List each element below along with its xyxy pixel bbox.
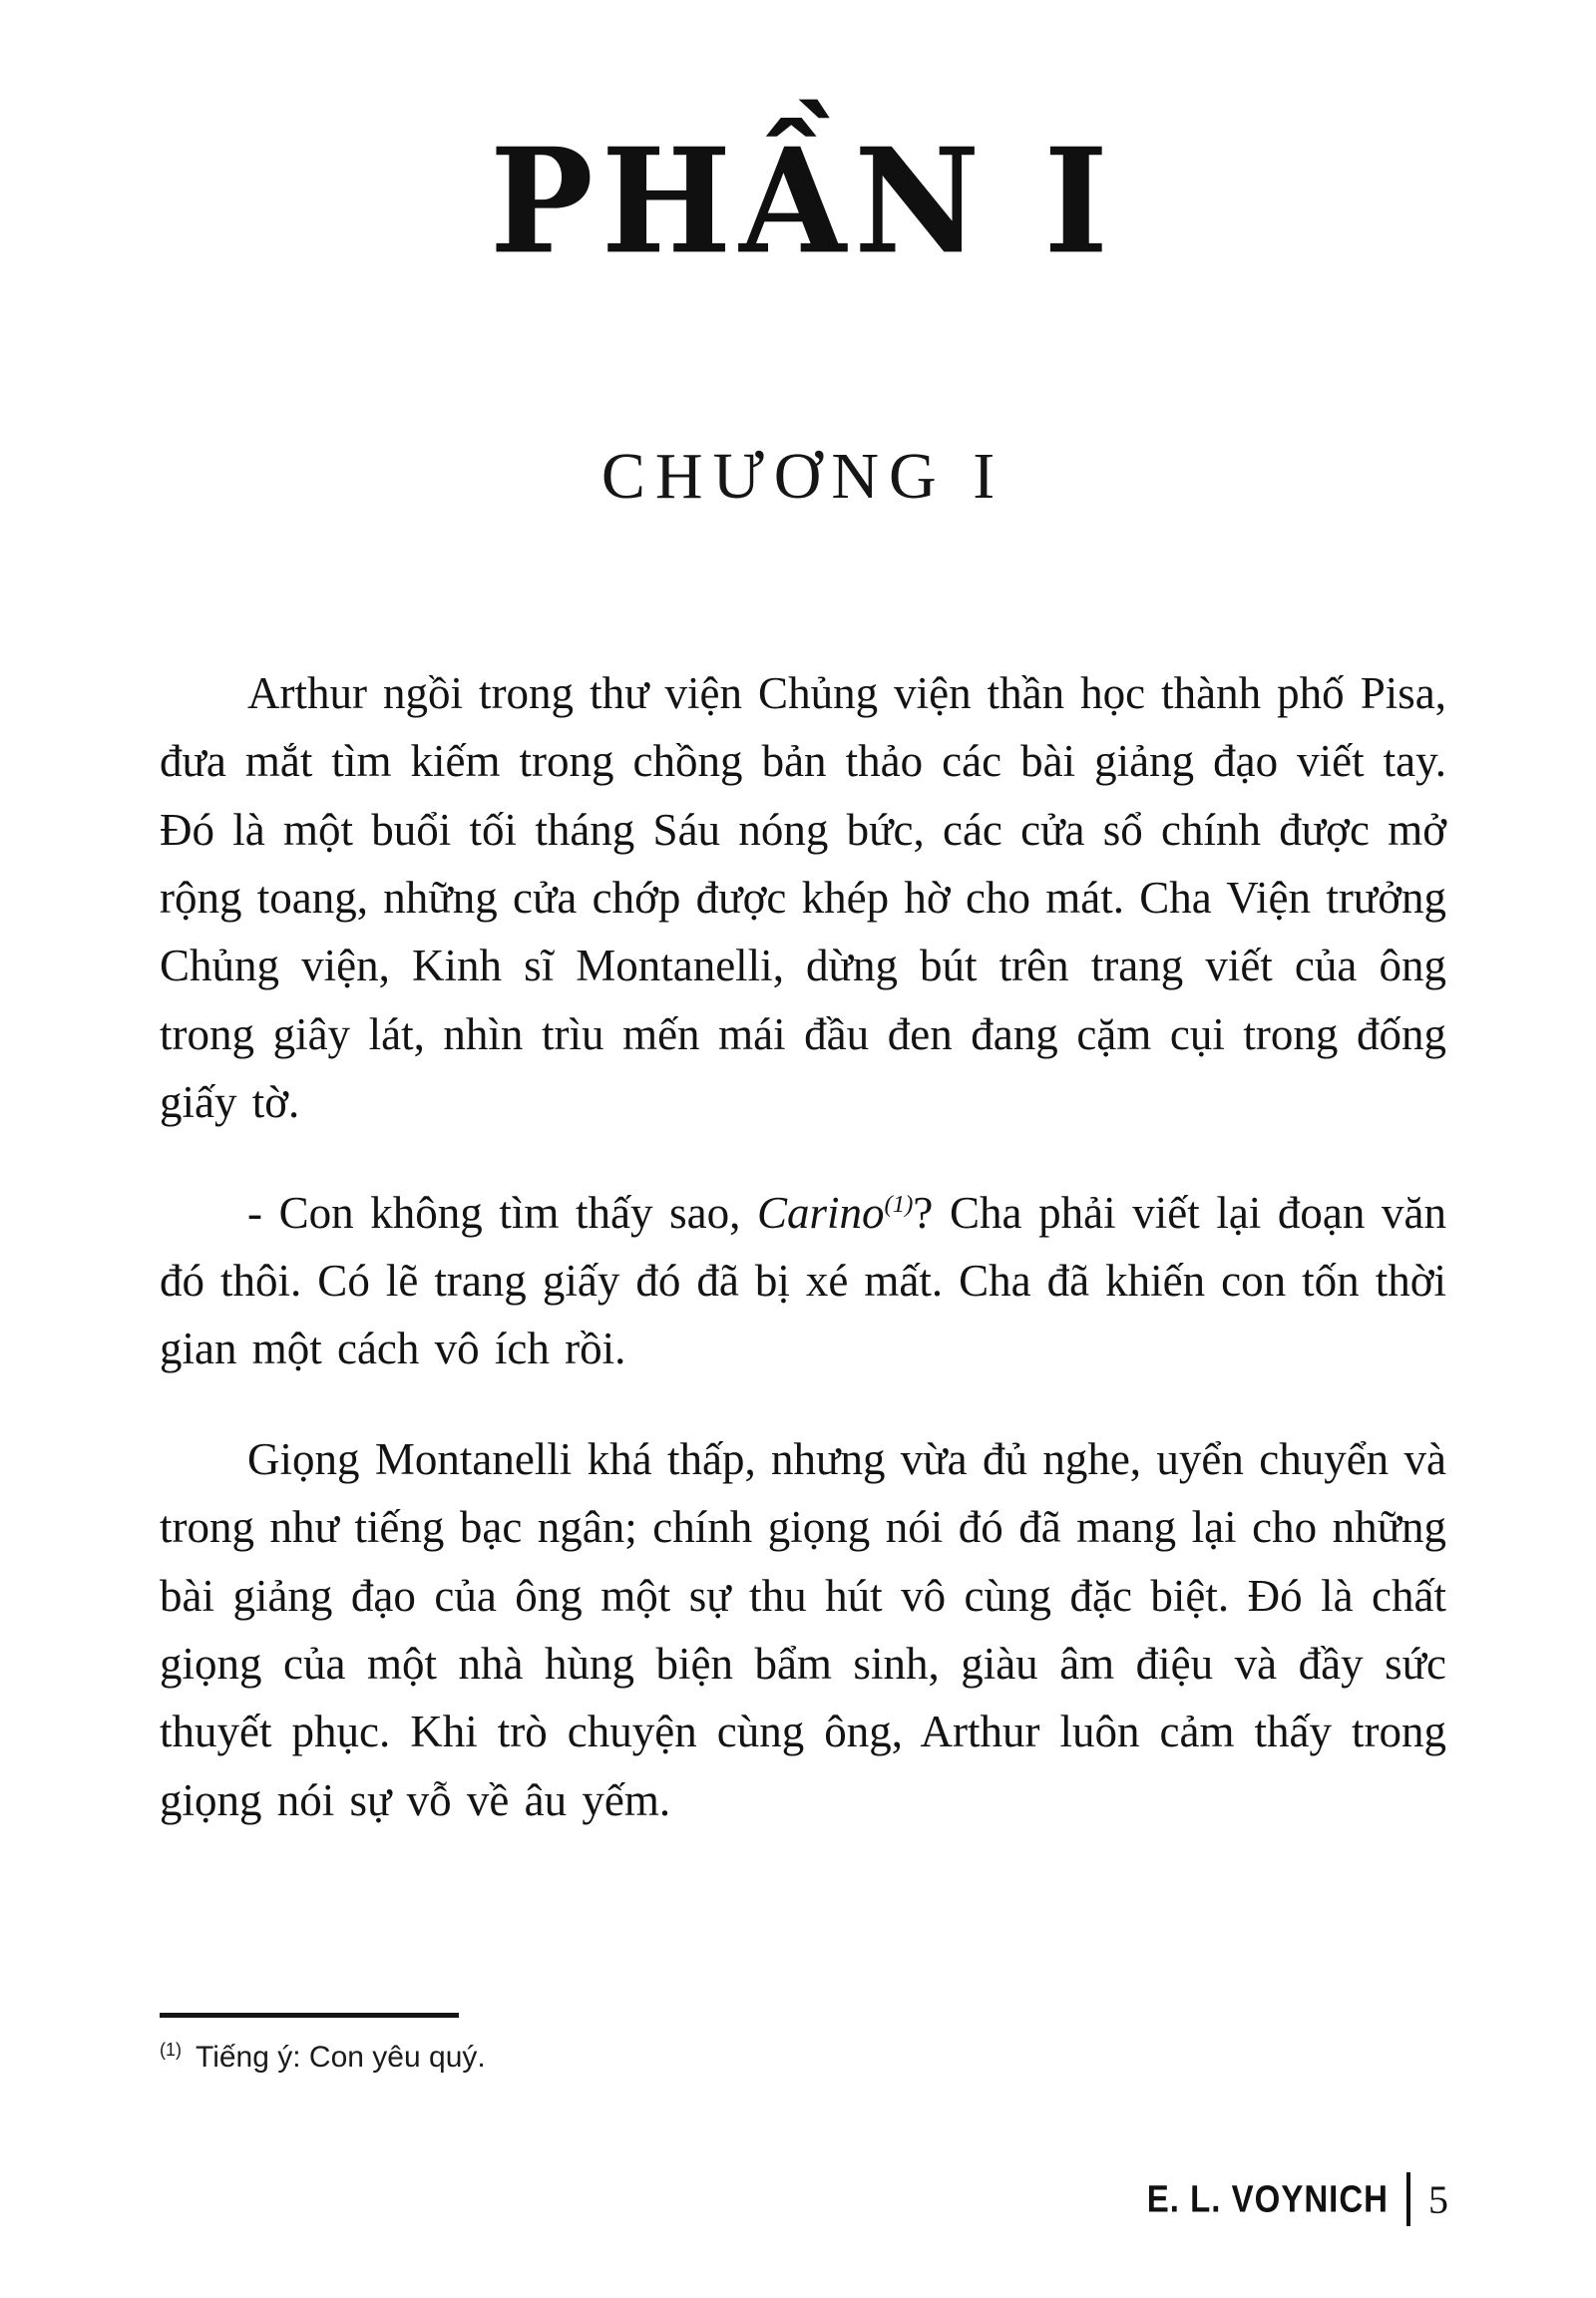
footnote-reference: (1)	[884, 1190, 914, 1218]
paragraph-2-italic-word: Carino	[757, 1187, 885, 1238]
footnote-rule	[160, 2013, 459, 2018]
footnote	[160, 2013, 1057, 2075]
footnote-text: Tiếng ý: Con yêu quý.	[196, 2041, 486, 2074]
page-number: 5	[1428, 2176, 1448, 2222]
body-text	[160, 659, 1446, 1834]
footnote-marker: (1)	[160, 2040, 182, 2060]
page-footer	[1147, 2172, 1448, 2226]
part-title: PHẦN I	[490, 115, 1116, 287]
footer-divider	[1406, 2172, 1410, 2226]
chapter-title: CHƯƠNG I	[600, 439, 1005, 513]
paragraph-2-post: ? Cha phải viết lại đoạn văn đó thôi. Có lẽ trang giấy đó đã bị xé mất. Cha đã khiến con tốn thời gian một cách vô ích rồi.	[160, 1187, 1447, 1374]
paragraph-2-pre: - Con không tìm thấy sao,	[247, 1187, 757, 1238]
paragraph-1: Arthur ngồi trong thư viện Chủng viện thần học thành phố Pisa, đưa mắt tìm kiếm trong chồng bản thảo các bài giảng đạo viết tay. Đó là một buổi tối tháng Sáu nóng bức, các cửa sổ chính được mở rộng toang, những cửa chớp được khép hờ cho mát. Cha Viện trưởng Chủng viện, Kinh sĩ Montanelli, dừng bút trên trang viết của ông trong giây lát, nhìn trìu mến mái đầu đen đang cặm cụi trong đống giấy tờ.	[160, 667, 1446, 1128]
footer-author: E. L. VOYNICH	[1146, 2177, 1389, 2220]
paragraph-2	[160, 1179, 1446, 1383]
footnote-line	[160, 2040, 1057, 2075]
paragraph-3: Giọng Montanelli khá thấp, nhưng vừa đủ nghe, uyển chuyển và trong như tiếng bạc ngân; chính giọng nói đó đã mang lại cho những bài giảng đạo của ông một sự thu hút vô cùng đặc biệt. Đó là chất giọng của một nhà hùng biện bẩm sinh, giàu âm điệu và đầy sức thuyết phục. Khi trò chuyện cùng ông, Arthur luôn cảm thấy trong giọng nói sự vỗ về âu yếm.	[160, 1433, 1446, 1825]
